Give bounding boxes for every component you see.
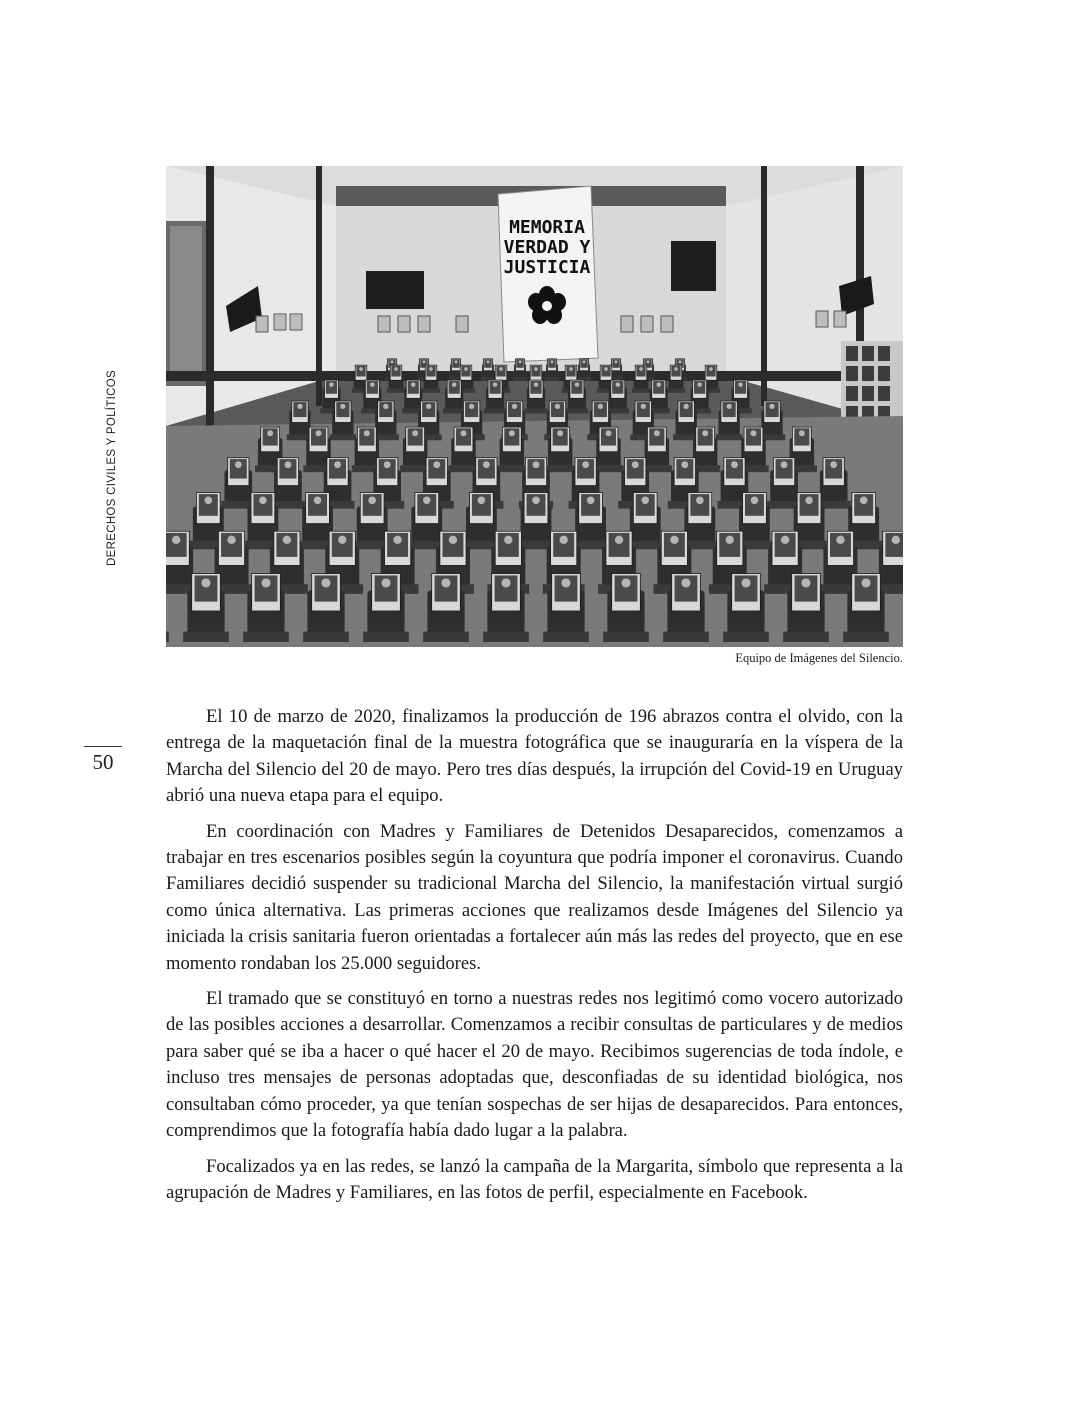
paragraph-4: Focalizados ya en las redes, se lanzó la campaña de la Margarita, símbolo que representa a la agrupación de Madres y Familiares, en las fotos de perfil, especialmente en Facebook. bbox=[166, 1155, 903, 1203]
portrait-face bbox=[478, 496, 486, 504]
portrait-face bbox=[314, 496, 322, 504]
portrait-face bbox=[836, 536, 844, 544]
portrait-face bbox=[670, 536, 678, 544]
portrait-face bbox=[384, 461, 391, 468]
portrait-face bbox=[681, 461, 688, 468]
portrait-face bbox=[532, 496, 540, 504]
portrait-face bbox=[285, 461, 292, 468]
portrait-face bbox=[860, 496, 868, 504]
chair-seat bbox=[545, 377, 560, 380]
portrait-face bbox=[702, 430, 708, 436]
portrait-face bbox=[205, 496, 213, 504]
portrait-face bbox=[726, 536, 734, 544]
portrait-face bbox=[368, 496, 376, 504]
portrait-face bbox=[799, 430, 805, 436]
portrait-face bbox=[338, 536, 346, 544]
portrait-face bbox=[334, 461, 341, 468]
banner-line-3: JUSTICIA bbox=[503, 257, 591, 278]
portrait-face bbox=[493, 382, 497, 386]
portrait-face bbox=[750, 430, 756, 436]
portrait-face bbox=[469, 404, 474, 409]
portrait-face bbox=[452, 382, 456, 386]
portrait-face bbox=[426, 404, 431, 409]
chair-seat bbox=[566, 408, 588, 413]
portrait-face bbox=[738, 382, 742, 386]
body-text bbox=[166, 704, 903, 1215]
portrait-face bbox=[830, 461, 837, 468]
portrait-face bbox=[429, 367, 433, 371]
portrait-face bbox=[751, 496, 759, 504]
portrait-face bbox=[641, 404, 646, 409]
photo-caption: Equipo de Imágenes del Silencio. bbox=[735, 651, 903, 665]
paragraph-1: El 10 de marzo de 2020, finalizamos la producción de 196 abrazos contra el olvido, con la entrega de la maquetación final de la muestra fotográfica que se inauguraría en la víspera de la Marcha del Silencio del 20 de mayo. Pero tres días después, la irrupción del Covid-19 en Uruguay abrió una nueva etapa para el equipo. bbox=[166, 706, 903, 807]
portrait-face bbox=[340, 404, 345, 409]
portrait-face bbox=[423, 360, 426, 363]
portrait-face bbox=[605, 430, 611, 436]
chair-seat bbox=[723, 632, 769, 642]
portrait-face bbox=[534, 367, 538, 371]
portrait-face bbox=[551, 360, 554, 363]
chair-seat bbox=[783, 632, 829, 642]
chair-seat bbox=[603, 632, 649, 642]
chair-seat bbox=[303, 632, 349, 642]
portrait-face bbox=[781, 536, 789, 544]
portrait-face bbox=[684, 404, 689, 409]
portrait-face bbox=[557, 430, 563, 436]
portrait-face bbox=[329, 382, 333, 386]
portrait-face bbox=[423, 496, 431, 504]
portrait-face bbox=[731, 461, 738, 468]
portrait-face bbox=[679, 360, 682, 363]
portrait-face bbox=[647, 360, 650, 363]
portrait-face bbox=[555, 404, 560, 409]
portrait-face bbox=[261, 578, 270, 587]
portrait-face bbox=[801, 578, 810, 587]
portrait-face bbox=[381, 578, 390, 587]
portrait-face bbox=[681, 578, 690, 587]
chair-seat bbox=[483, 632, 529, 642]
portrait-face bbox=[582, 461, 589, 468]
portrait-face bbox=[383, 404, 388, 409]
portrait-face bbox=[587, 496, 595, 504]
portrait-face bbox=[509, 430, 515, 436]
portrait-face bbox=[201, 578, 210, 587]
portrait-face bbox=[575, 382, 579, 386]
running-section-title: DERECHOS CIVILES Y POLÍTICOS bbox=[106, 370, 118, 566]
portrait-face bbox=[616, 382, 620, 386]
chair-seat bbox=[422, 389, 440, 393]
portrait-face bbox=[499, 367, 503, 371]
portrait-face bbox=[297, 404, 302, 409]
chair-seat bbox=[632, 389, 650, 393]
chair-seat bbox=[513, 377, 528, 380]
portrait-face bbox=[697, 382, 701, 386]
portrait-face bbox=[504, 536, 512, 544]
chair-seat bbox=[484, 408, 506, 413]
page-number: 50 bbox=[92, 750, 114, 774]
chair-seat bbox=[363, 632, 409, 642]
portrait-face bbox=[449, 536, 457, 544]
chair-seat bbox=[545, 465, 575, 472]
portrait-face bbox=[674, 367, 678, 371]
portrait-face bbox=[460, 430, 466, 436]
portrait-face bbox=[267, 430, 273, 436]
portrait-face bbox=[359, 367, 363, 371]
portrait-face bbox=[391, 360, 394, 363]
portrait-face bbox=[321, 578, 330, 587]
portrait-face bbox=[639, 367, 643, 371]
portrait-face bbox=[709, 367, 713, 371]
portrait-face bbox=[559, 536, 567, 544]
portrait-face bbox=[412, 430, 418, 436]
portrait-face bbox=[455, 360, 458, 363]
portrait-face bbox=[464, 367, 468, 371]
chair-seat bbox=[330, 434, 356, 440]
portrait-face bbox=[172, 536, 180, 544]
portrait-face bbox=[519, 360, 522, 363]
portrait-face bbox=[370, 382, 374, 386]
portrait-face bbox=[364, 430, 370, 436]
portrait-face bbox=[501, 578, 510, 587]
portrait-face bbox=[487, 360, 490, 363]
portrait-face bbox=[615, 536, 623, 544]
portrait-face bbox=[393, 536, 401, 544]
portrait-face bbox=[861, 578, 870, 587]
page-number-rule bbox=[84, 746, 122, 747]
portrait-face bbox=[583, 360, 586, 363]
portrait-face bbox=[654, 430, 660, 436]
portrait-face bbox=[781, 461, 788, 468]
portrait-face bbox=[483, 461, 490, 468]
portrait-face bbox=[411, 382, 415, 386]
chair-seat bbox=[387, 389, 405, 393]
portrait-face bbox=[726, 404, 731, 409]
portrait-face bbox=[235, 461, 242, 468]
portrait-face bbox=[441, 578, 450, 587]
portrait-face bbox=[769, 404, 774, 409]
paragraph-3: El tramado que se constituyó en torno a nuestras redes nos legitimó como vocero autorizado de las posibles acciones a desarrollar. Comenzamos a recibir consultas de particulares y de medios para saber qué se iba a hacer o qué hacer el 20 de mayo. Recibimos sugerencias de toda índole, e incluso tres mensajes de personas adoptadas que, desconfiadas de su identidad biológica, nos consultaban cómo proceder, ya que tenían sospechas de ser hijas de desaparecidos. Para entonces, comprendimos que la fotografía había dado lugar a la palabra. bbox=[166, 988, 903, 1142]
chair-seat bbox=[843, 632, 889, 642]
portrait-face bbox=[533, 461, 540, 468]
chair-seat bbox=[663, 632, 709, 642]
portrait-face bbox=[805, 496, 813, 504]
chair-seat bbox=[716, 434, 742, 440]
portrait-face bbox=[656, 382, 660, 386]
banner-line-1: MEMORIA bbox=[509, 217, 585, 238]
portrait-face bbox=[227, 536, 235, 544]
portrait-face bbox=[641, 496, 649, 504]
portrait-face bbox=[696, 496, 704, 504]
chair-seat bbox=[543, 632, 589, 642]
chair-seat bbox=[423, 632, 469, 642]
chair-seat bbox=[243, 632, 289, 642]
portrait-face bbox=[741, 578, 750, 587]
portrait-face bbox=[259, 496, 267, 504]
chair-seat bbox=[497, 465, 527, 472]
portrait-face bbox=[561, 578, 570, 587]
chair-seat bbox=[667, 389, 685, 393]
portrait-face bbox=[394, 367, 398, 371]
portrait-face bbox=[632, 461, 639, 468]
portrait-face bbox=[283, 536, 291, 544]
portrait-face bbox=[569, 367, 573, 371]
portrait-face bbox=[615, 360, 618, 363]
chair-seat bbox=[166, 632, 169, 642]
exhibition-photo bbox=[166, 166, 903, 647]
chair-seat bbox=[525, 408, 547, 413]
portrait-face bbox=[892, 536, 900, 544]
portrait-face bbox=[433, 461, 440, 468]
paragraph-2: En coordinación con Madres y Familiares de Detenidos Desaparecidos, comenzamos a trabajar en tres escenarios posibles según la coyuntura que podría imponer el coronavirus. Cuando Familiares decidió suspender su tradicional Marcha del Silencio, la manifestación virtual surgió como única alternativa. Las primeras acciones que realizamos desde Imágenes del Silencio ya iniciada la crisis sanitaria fueron orientadas a fortalecer aún más las redes del proyecto, que en ese momento rondaban los 25.000 seguidores. bbox=[166, 820, 903, 974]
portrait-face bbox=[534, 382, 538, 386]
portrait-face bbox=[315, 430, 321, 436]
portrait-face bbox=[621, 578, 630, 587]
banner-line-2: VERDAD Y bbox=[503, 237, 591, 258]
portrait-face bbox=[604, 367, 608, 371]
portrait-face bbox=[512, 404, 517, 409]
portrait-face bbox=[598, 404, 603, 409]
chair-seat bbox=[183, 632, 229, 642]
